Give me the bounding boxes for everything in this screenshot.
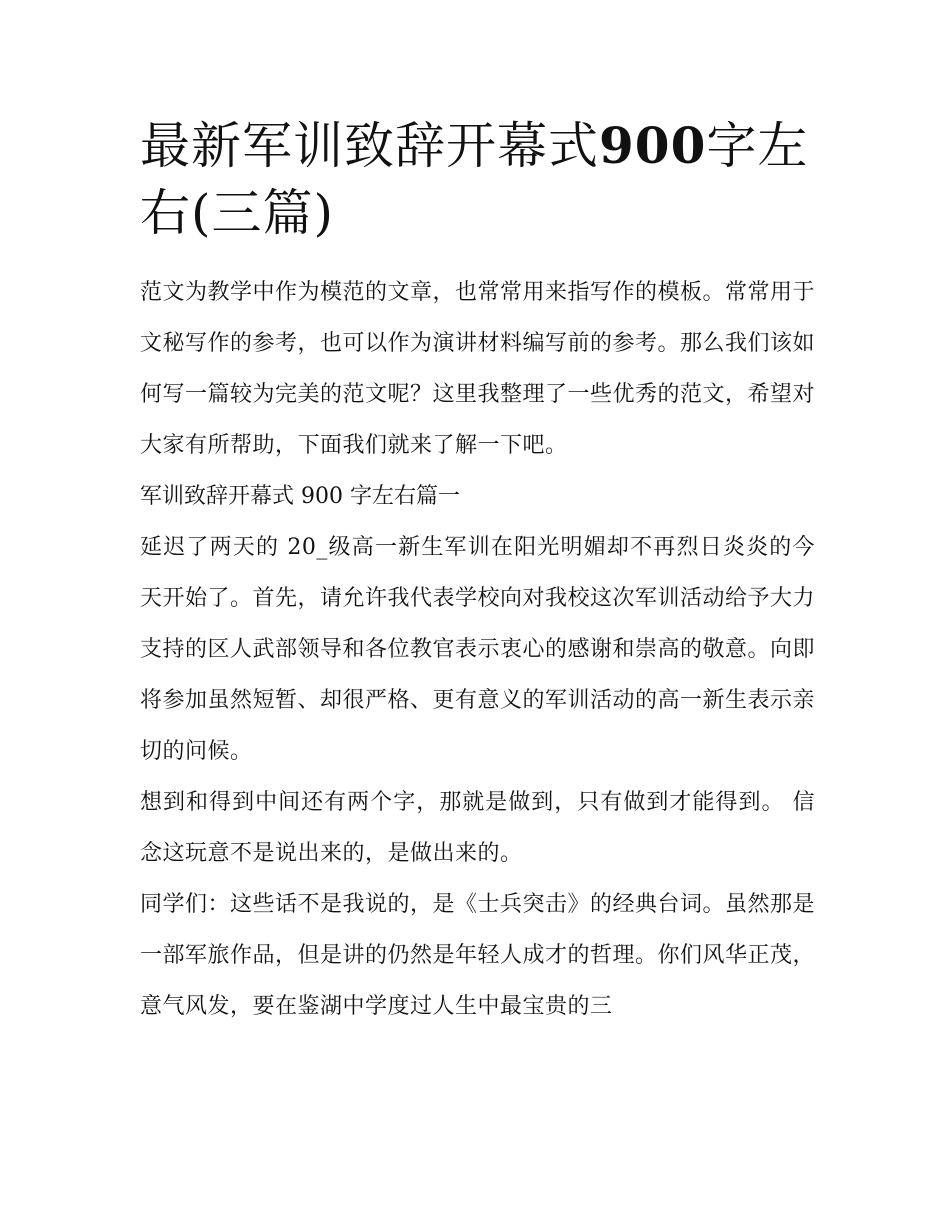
intro-paragraph: 范文为教学中作为模范的文章，也常常用来指写作的模板。常常用于文秘写作的参考，也可以作为演讲材料编写前的参考。那么我们该如何写一篇较为完美的范文呢？这里我整理了一些优秀的范文，希望对大家有所帮助，下面我们就来了解一下吧。 xyxy=(140,280,816,458)
body-paragraph-3: 同学们：这些话不是我说的，是《士兵突击》的经典台词。虽然那是一部军旅作品，但是讲的仍然是年轻人成才的哲理。你们风华正茂，意气风发，要在鉴湖中学度过人生中最宝贵的三 xyxy=(140,892,816,1019)
section-heading: 军训致辞开幕式 900 字左右篇一 xyxy=(140,484,460,509)
body-paragraph-1: 延迟了两天的 20_级高一新生军训在阳光明媚却不再烈日炎炎的今天开始了。首先，请允许我代表学校向对我校这次军训活动给予大力支持的区人武部领导和各位教官表示衷心的感谢和崇高的敬意。向即将参加虽然短暂、却很严格、更有意义的军训活动的高一新生表示亲切的问候。 xyxy=(140,535,816,764)
document-content xyxy=(140,112,815,1032)
title-part-2: 字左右(三篇) xyxy=(140,117,809,242)
title-number: 900 xyxy=(599,116,707,175)
document-title xyxy=(140,112,815,247)
title-part-1: 最新军训致辞开幕式 xyxy=(140,117,599,175)
body-paragraph-2: 想到和得到中间还有两个字，那就是做到，只有做到才能得到。 信念这玩意不是说出来的，是做出来的。 xyxy=(140,790,815,866)
